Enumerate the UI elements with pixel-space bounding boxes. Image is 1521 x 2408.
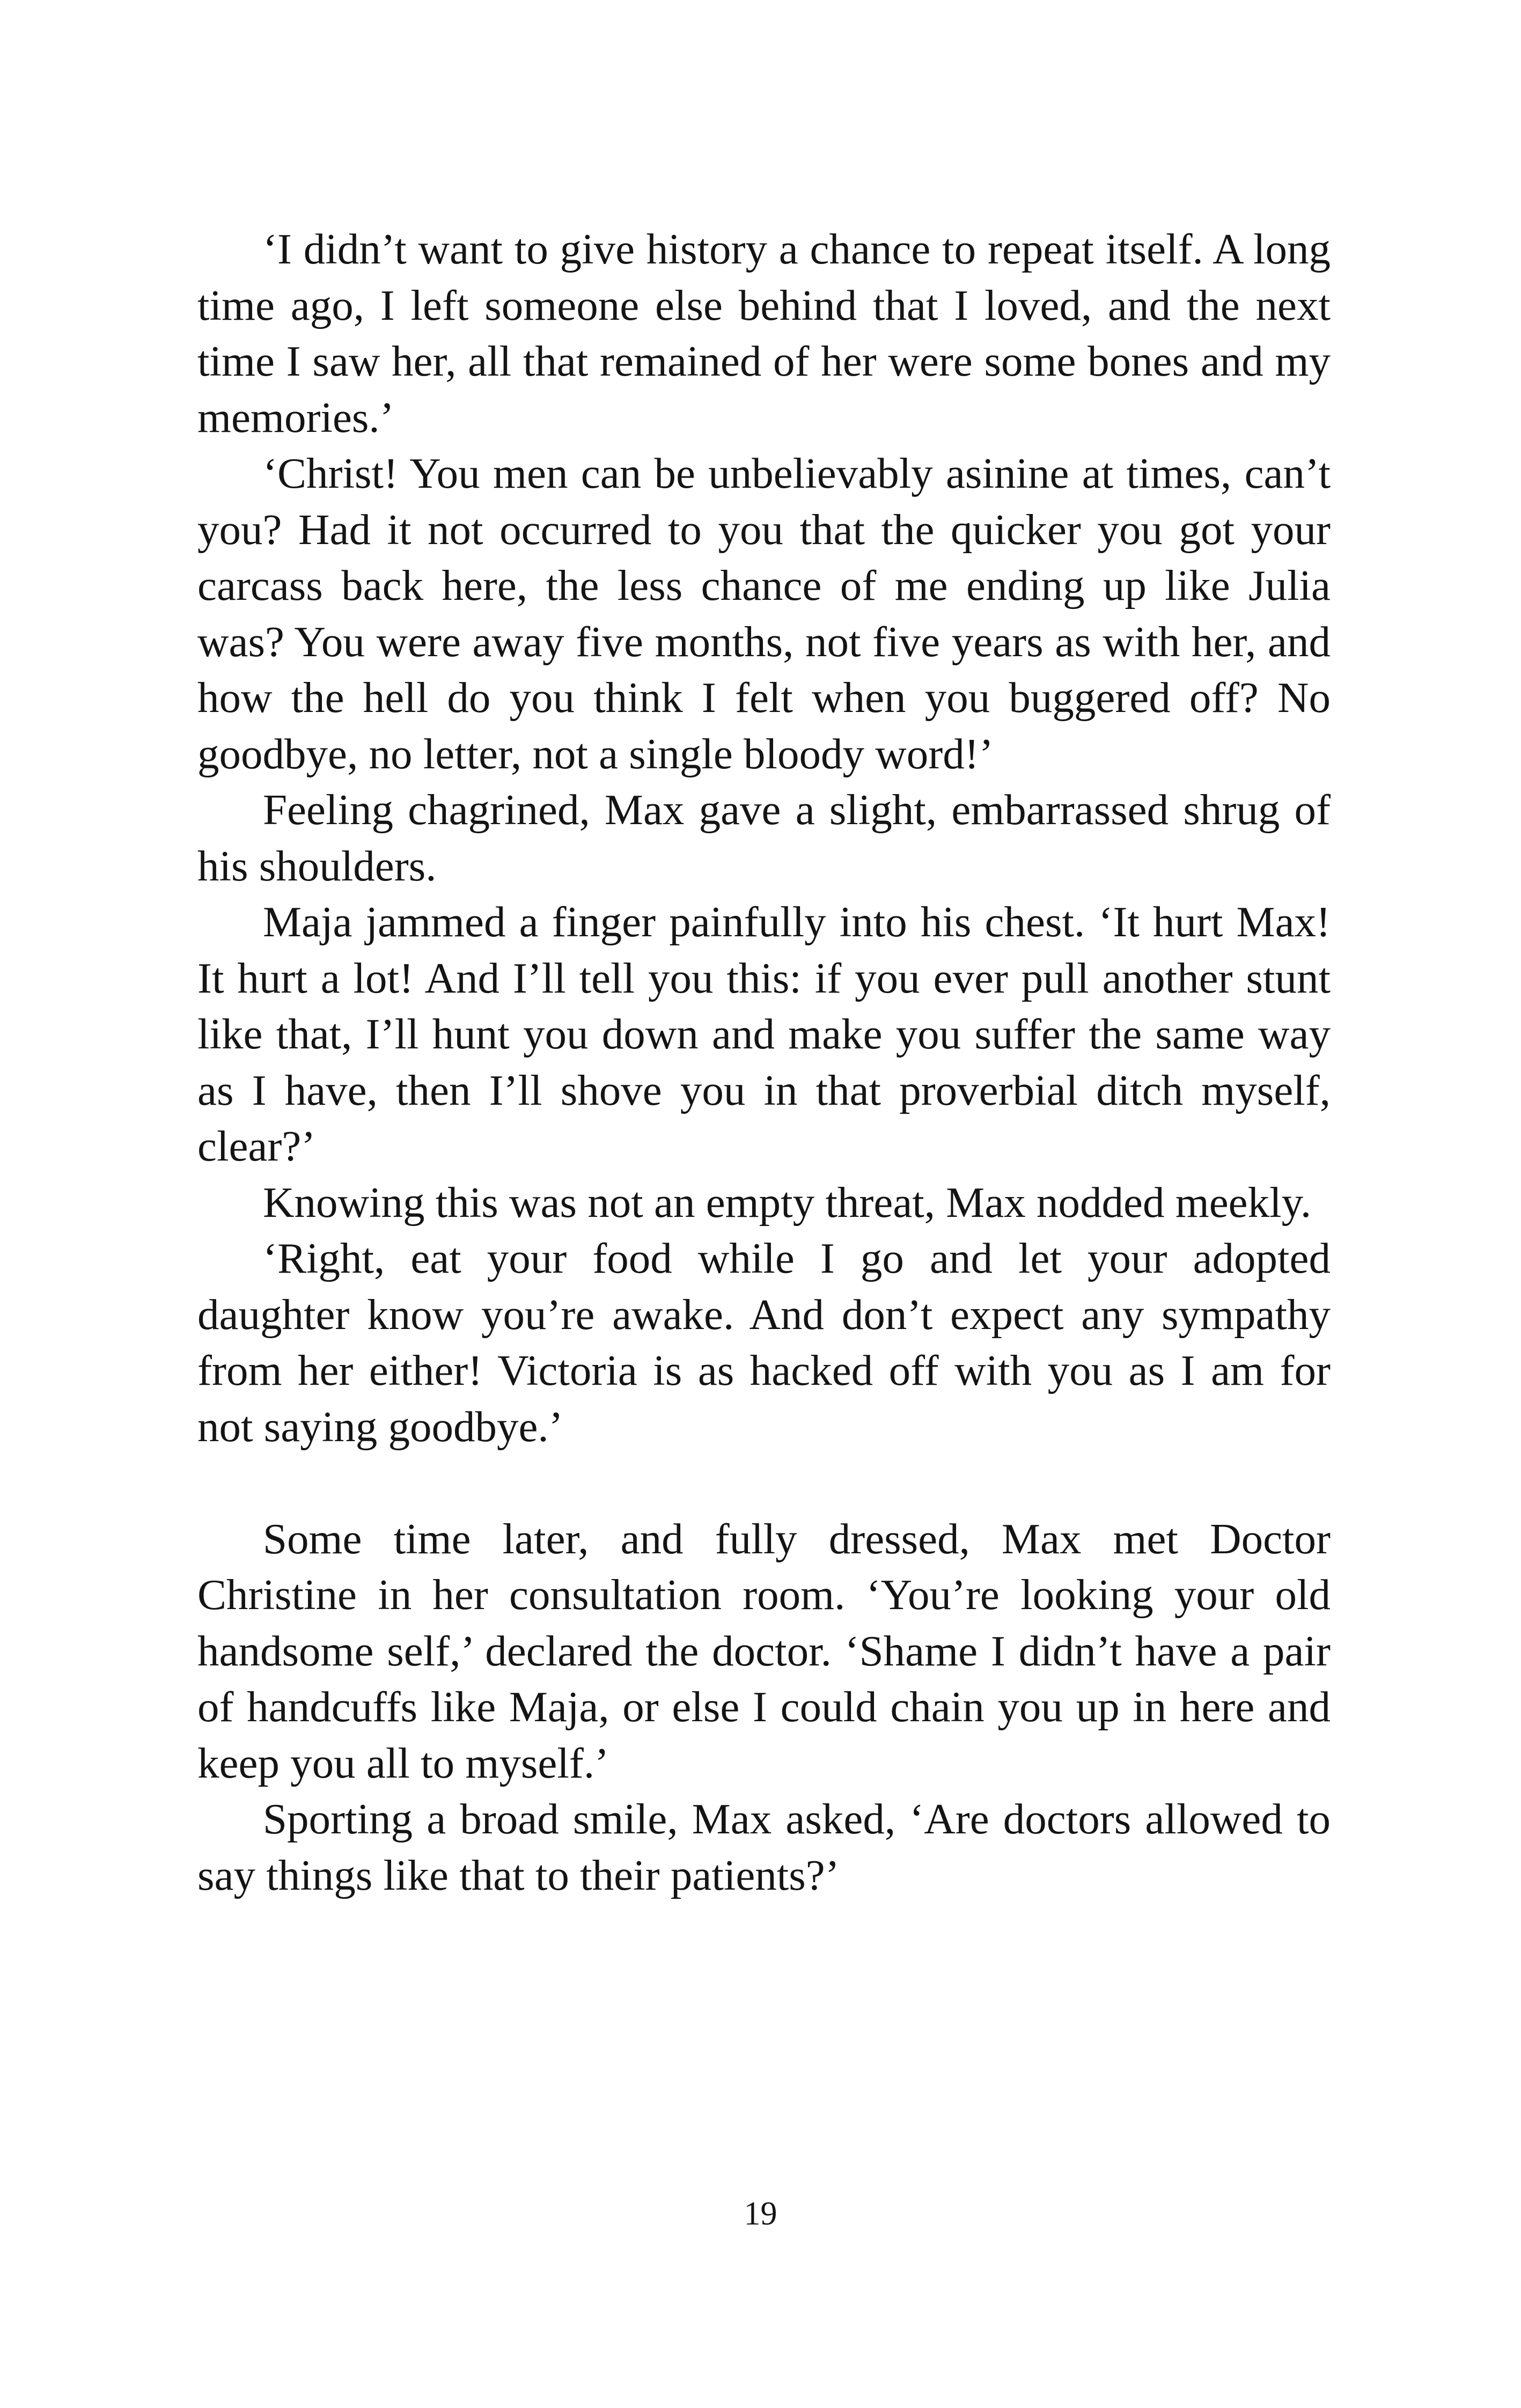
paragraph: ‘I didn’t want to give history a chance to repeat itself. A long time ago, I left someone else behind that I loved, and the next time I saw her, all that remained of her were some bones and my memories.’ [197,225,1331,442]
paragraph: ‘Christ! You men can be unbelievably asinine at times, can’t you? Had it not occurred to you that the quicker you got your carcass back here, the less chance of me ending up like Julia was? You were away five months, not five years as with her, and how the hell do you think I felt when you buggered off? No goodbye, no letter, not a single bloody word!’ [197,449,1331,778]
paragraph: Maja jammed a finger painfully into his chest. ‘It hurt Max! It hurt a lot! And I’ll tell you this: if you ever pull another stunt like that, I’ll hunt you down and make you suffer the same way as I have, then I’ll shove you in that proverbial ditch myself, clear?’ [197,898,1331,1170]
paragraph: Sporting a broad smile, Max asked, ‘Are doctors allowed to say things like that to their patients?’ [197,1795,1331,1899]
scene-break [197,1455,1331,1511]
paragraph: Some time later, and fully dressed, Max met Doctor Christine in her consultation room. ‘You’re looking your old handsome self,’ declared the doctor. ‘Shame I didn’t have a pair of handcuffs like Maja, or else I could chain you up in here and keep you all to myself.’ [197,1514,1331,1787]
paragraph: Feeling chagrined, Max gave a slight, embarrassed shrug of his shoulders. [197,785,1331,890]
paragraph: Knowing this was not an empty threat, Max nodded meekly. [263,1178,1312,1227]
body-text [197,221,1331,1903]
paragraph: ‘Right, eat your food while I go and let your adopted daughter know you’re awake. And don’t expect any sympathy from her either! Victoria is as hacked off with you as I am for not saying goodbye.’ [197,1234,1331,1451]
page-number: 19 [744,2196,777,2232]
